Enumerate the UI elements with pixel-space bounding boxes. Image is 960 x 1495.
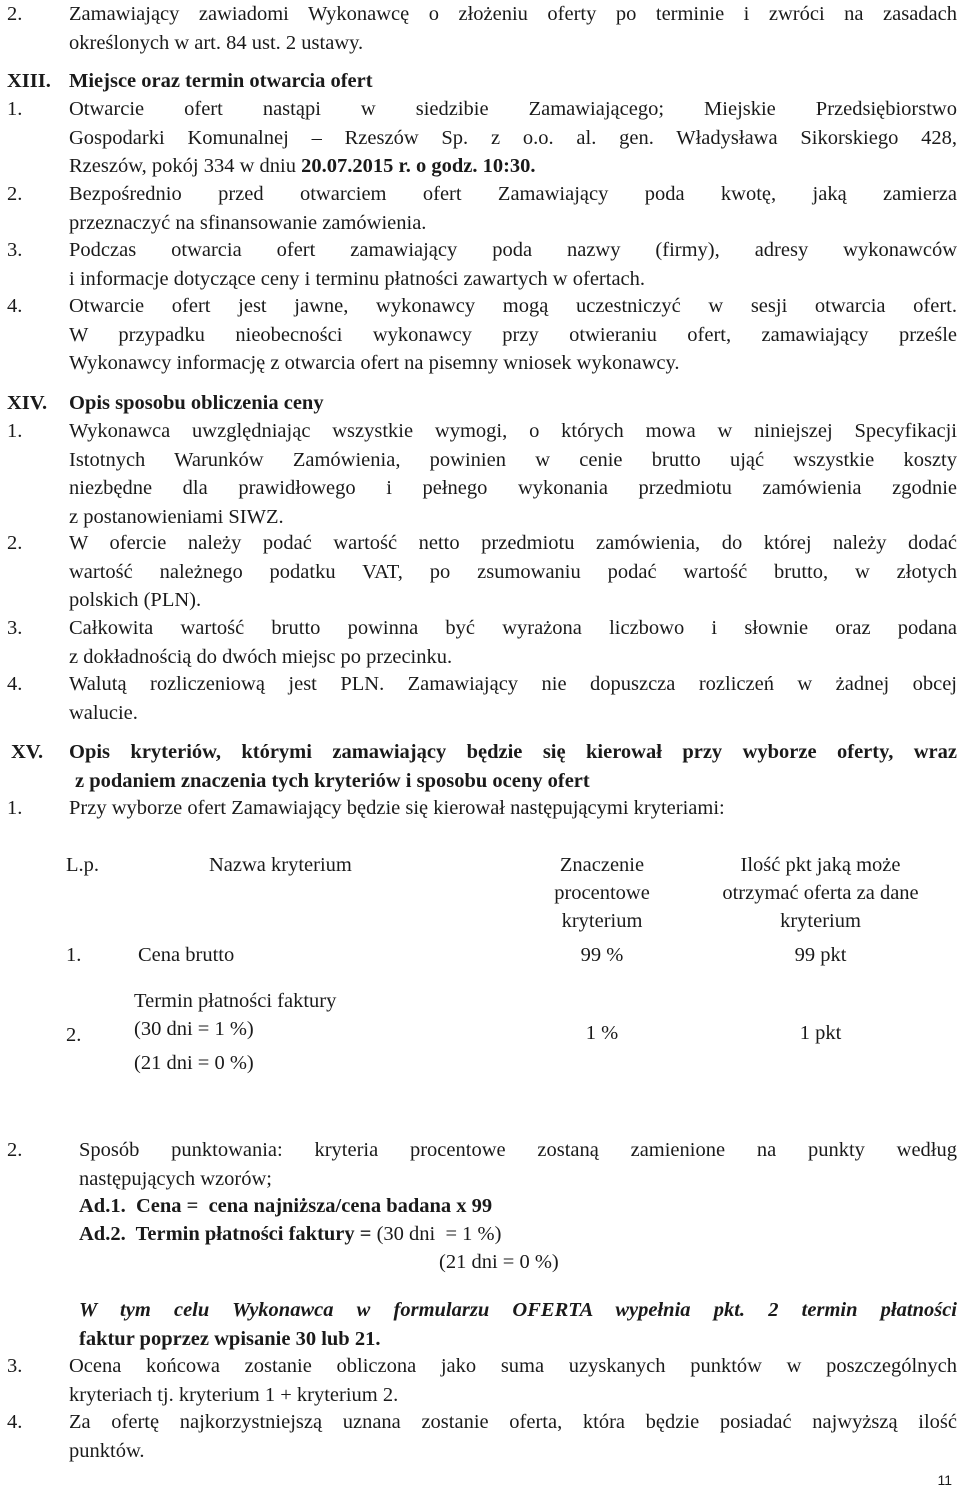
item-number: 4. [7,295,23,317]
formula-text: Ad.2. Termin płatności faktury = [79,1223,377,1245]
item-number: 2. [7,1139,23,1161]
cell-points: 1 pkt [799,1022,842,1044]
text-line: Walutą rozliczeniową jest PLN. Zamawiający nie dopuszcza rozliczeń w żadnej obcej [69,673,957,695]
item-number: 3. [7,617,23,639]
cell-percent: 99 % [580,944,624,966]
text-line: Całkowita wartość brutto powinna być wyrażona liczbowo i słownie oraz podana [69,617,957,639]
paragraph-xv-1 [7,794,957,823]
paragraph-xiii-2 [7,180,957,237]
item-number: 2. [7,532,23,554]
section-number: XV. [11,741,44,763]
text-line: niezbędne dla prawidłowego i pełnego wykonania przedmiotu zamówienia zgodnie [69,477,957,499]
cell-line: (30 dni = 1 %) [134,1018,254,1040]
opening-date: 20.07.2015 r. o godz. 10:30. [301,155,536,177]
note-line: W tym celu Wykonawca w formularzu OFERTA wypełnia pkt. 2 termin płatności [79,1299,957,1321]
text-line: Wykonawcy informację z otwarcia ofert na pisemny wniosek wykonawcy. [69,352,680,374]
paragraph-xiii-4 [7,292,957,378]
note-paragraph [79,1296,957,1353]
header-line: procentowe [554,882,650,904]
cell-lp: 2. [66,1024,82,1046]
text-line: Wykonawca uwzględniając wszystkie wymogi, o których mowa w niniejszej Specyfikacji [69,420,957,442]
formula-ad2 [79,1220,949,1249]
paragraph-intro-2 [7,0,957,57]
header-cell-name: Nazwa kryterium [209,854,352,876]
cell-lp: 1. [66,944,82,966]
text-line: polskich (PLN). [69,589,202,611]
paragraph-xiv-3 [7,614,957,671]
section-title: z podaniem znaczenia tych kryteriów i sposobu oceny ofert [75,769,590,792]
paragraph-xv-2 [7,1136,957,1193]
section-heading-xiii [7,67,957,96]
text-line: Za ofertę najkorzystniejszą uznana zostanie oferta, która będzie posiadać najwyższą ilość [69,1411,957,1433]
table-header-row [66,845,946,935]
text-line: następujących wzorów; [79,1167,272,1190]
text-line: W ofercie należy podać wartość netto przedmiotu zamówienia, do której należy dodać [69,532,957,554]
page-number: 11 [937,1472,952,1488]
text-line: wartość należnego podatku VAT, po zsumowaniu podać wartość brutto, w złotych [69,560,957,583]
text-line: Otwarcie ofert nastąpi w siedzibie Zamawiającego; Miejskie Przedsiębiorstwo [69,98,957,120]
section-title: Miejsce oraz termin otwarcia ofert [69,70,373,92]
text-line: Zamawiający zawiadomi Wykonawcę o złożeniu oferty po terminie i zwróci na zasadach [69,3,957,25]
section-title: Opis kryteriów, którymi zamawiający będzie się kierował przy wyborze oferty, wraz [69,741,957,763]
text-line: Otwarcie ofert jest jawne, wykonawcy mogą uczestniczyć w sesji otwarcia ofert. [69,295,957,317]
formula-value: (30 dni = 1 %) [376,1223,502,1245]
text-line: W przypadku nieobecności wykonawcy przy otwieraniu ofert, zamawiający prześle [69,323,957,346]
text-line: punktów. [69,1439,145,1462]
paragraph-xv-4 [7,1408,957,1465]
cell-name: Cena brutto [138,944,235,966]
table-row [66,935,946,969]
formula-value: (21 dni = 0 %) [439,1251,559,1273]
paragraph-xv-3 [7,1352,957,1409]
cell-name [134,969,509,1077]
text-line: Bezpośrednio przed otwarciem ofert Zamawiający poda kwotę, jaką zamierza [69,183,957,205]
header-line: kryterium [780,910,861,932]
text-line: określonych w art. 84 ust. 2 ustawy. [69,31,364,54]
paragraph-xiv-1 [7,417,957,531]
header-line: kryterium [561,910,643,932]
item-number: 4. [7,1411,23,1433]
item-number: 2. [7,3,23,25]
header-cell-lp: L.p. [66,854,100,876]
header-cell-percent [509,845,695,935]
item-number: 1. [7,420,23,442]
formula-ad1 [79,1192,949,1221]
paragraph-xiv-2 [7,529,957,615]
text-line: z postanowieniami SIWZ. [69,505,284,528]
cell-percent: 1 % [585,1022,619,1044]
paragraph-xiv-4 [7,670,957,727]
formula-ad2-second [439,1248,839,1277]
text-line: przeznaczyć na sfinansowanie zamówienia. [69,211,427,234]
section-number: XIII. [7,70,51,92]
text-line: Podczas otwarcia ofert zamawiający poda nazwy (firmy), adresy wykonawców [69,239,957,261]
text-line: Ocena końcowa zostanie obliczona jako suma uzyskanych punktów w poszczególnych [69,1355,957,1377]
section-heading-xv [7,738,957,795]
section-title: Opis sposobu obliczenia ceny [69,392,324,414]
criteria-table [66,845,946,1077]
text-line: Gospodarki Komunalnej – Rzeszów Sp. z o.o. al. gen. Władysława Sikorskiego 428, [69,126,957,149]
note-line: faktur poprzez wpisanie 30 lub 21. [79,1327,381,1350]
header-line: otrzymać oferta za dane [722,882,919,904]
header-line: Znaczenie [559,854,645,876]
text-line: Sposób punktowania: kryteria procentowe zostaną zamienione na punkty według [79,1139,957,1161]
text-line: Przy wyborze ofert Zamawiający będzie się kierował następującymi kryteriami: [69,797,725,819]
text-line [69,152,957,181]
section-number: XIV. [7,392,48,414]
text-line: Istotnych Warunków Zamówienia, powinien w cenie brutto ująć wszystkie koszty [69,448,957,471]
item-number: 3. [7,239,23,261]
item-number: 4. [7,673,23,695]
paragraph-xiii-1 [7,95,957,181]
cell-line: (21 dni = 0 %) [134,1052,254,1074]
text-line: i informacje dotyczące ceny i terminu płatności zawartych w ofertach. [69,267,646,290]
item-number: 2. [7,183,23,205]
text-line: kryteriach tj. kryterium 1 + kryterium 2. [69,1383,399,1406]
text-span: Rzeszów, pokój 334 w dniu [69,155,302,177]
text-line: walucie. [69,701,138,724]
text-line: z dokładnością do dwóch miejsc po przecinku. [69,645,453,668]
cell-points: 99 pkt [794,944,847,966]
header-cell-points [695,845,946,935]
header-line: Ilość pkt jaką może [740,854,901,876]
section-heading-xiv [7,389,957,418]
formula-text: Ad.1. Cena = cena najniższa/cena badana x 99 [79,1195,493,1217]
item-number: 1. [7,797,23,819]
item-number: 1. [7,98,23,120]
cell-line: Termin płatności faktury [134,990,337,1012]
item-number: 3. [7,1355,23,1377]
paragraph-xiii-3 [7,236,957,293]
table-row [66,969,946,1077]
